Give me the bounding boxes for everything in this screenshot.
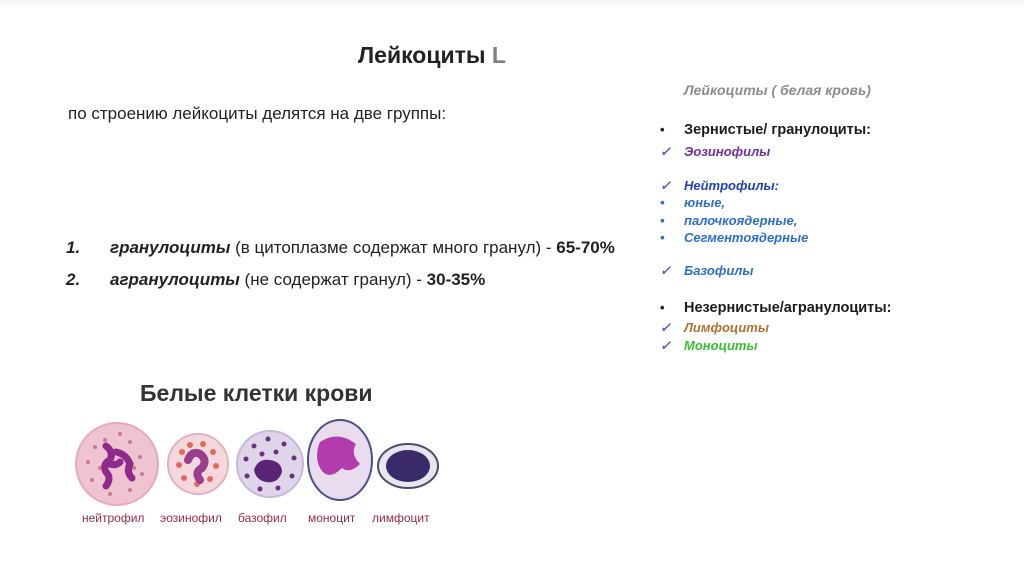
panel-title: Лейкоциты ( белая кровь) <box>684 82 871 98</box>
panel-item-lymphocytes <box>660 320 769 336</box>
checkmark-icon: ✓ <box>660 338 671 353</box>
panel-item-label: юные, <box>684 195 726 210</box>
panel-item-label: Базофилы <box>684 263 754 278</box>
white-blood-cells-illustration <box>70 412 450 512</box>
panel-item-segmented <box>660 230 808 245</box>
group-number: 2. <box>66 270 81 289</box>
panel-item-label: Сегментоядерные <box>684 230 809 245</box>
checkmark-icon: ✓ <box>660 178 671 193</box>
eosinophil-cell-image <box>168 434 228 494</box>
panel-item-monocytes <box>660 338 758 354</box>
panel-item-eosinophils <box>660 144 770 160</box>
panel-item-label: Лимфоциты <box>684 320 769 335</box>
bullet-icon: • <box>660 300 665 315</box>
neutrophil-cell-image <box>76 423 158 505</box>
cell-label-neutrophil: нейтрофил <box>82 511 145 525</box>
group-list <box>66 236 626 300</box>
intro-text: по строению лейкоциты делятся на две группы: <box>68 104 447 123</box>
bullet-icon: • <box>660 122 665 137</box>
group-desc: (не содержат гранул) - <box>239 270 427 289</box>
panel-item-label: палочкоядерные, <box>684 213 798 228</box>
panel-item-label: Эозинофилы <box>684 144 771 159</box>
group-text <box>110 236 615 259</box>
panel-item-granulocytes <box>660 122 871 138</box>
panel-item-label: Зернистые/ гранулоциты: <box>684 122 871 138</box>
group-term: гранулоциты <box>110 238 231 257</box>
panel-item-agranulocytes <box>660 300 891 316</box>
lymphocyte-cell-image <box>378 444 438 488</box>
bullet-icon: • <box>660 213 665 228</box>
checkmark-icon: ✓ <box>660 320 671 335</box>
cell-label-monocyte: моноцит <box>308 511 356 525</box>
panel-item-basophils <box>660 263 753 279</box>
slide-top-edge <box>0 0 1024 8</box>
cell-label-eosinophil: эозинофил <box>160 511 222 525</box>
panel-item-label: Незернистые/агранулоциты: <box>684 300 892 316</box>
group-text <box>110 268 485 291</box>
group-number: 1. <box>66 238 81 257</box>
panel-item-young <box>660 195 725 210</box>
monocyte-cell-image <box>308 420 372 500</box>
group-item-granulocytes <box>66 236 626 259</box>
checkmark-icon: ✓ <box>660 263 671 278</box>
classification-panel <box>640 72 970 362</box>
cell-label-lymphocyte: лимфоцит <box>372 511 430 525</box>
cell-label-basophil: базофил <box>238 511 287 525</box>
panel-item-label: Нейтрофилы: <box>684 178 779 193</box>
group-term: агранулоциты <box>110 270 240 289</box>
bullet-icon: • <box>660 195 665 210</box>
panel-item-label: Моноциты <box>684 338 758 353</box>
bullet-icon: • <box>660 230 665 245</box>
title-accent: L <box>491 42 506 68</box>
panel-item-band <box>660 213 797 228</box>
cells-title: Белые клетки крови <box>140 380 373 406</box>
group-percent: 65-70% <box>556 238 615 257</box>
checkmark-icon: ✓ <box>660 144 671 159</box>
group-percent: 30-35% <box>426 270 486 289</box>
group-desc: (в цитоплазме содержат много гранул) - <box>230 238 557 257</box>
basophil-cell-image <box>237 431 303 497</box>
title-main: Лейкоциты <box>358 42 486 68</box>
slide-title <box>0 42 864 69</box>
group-item-agranulocytes <box>66 268 626 291</box>
panel-item-neutrophils <box>660 178 779 194</box>
